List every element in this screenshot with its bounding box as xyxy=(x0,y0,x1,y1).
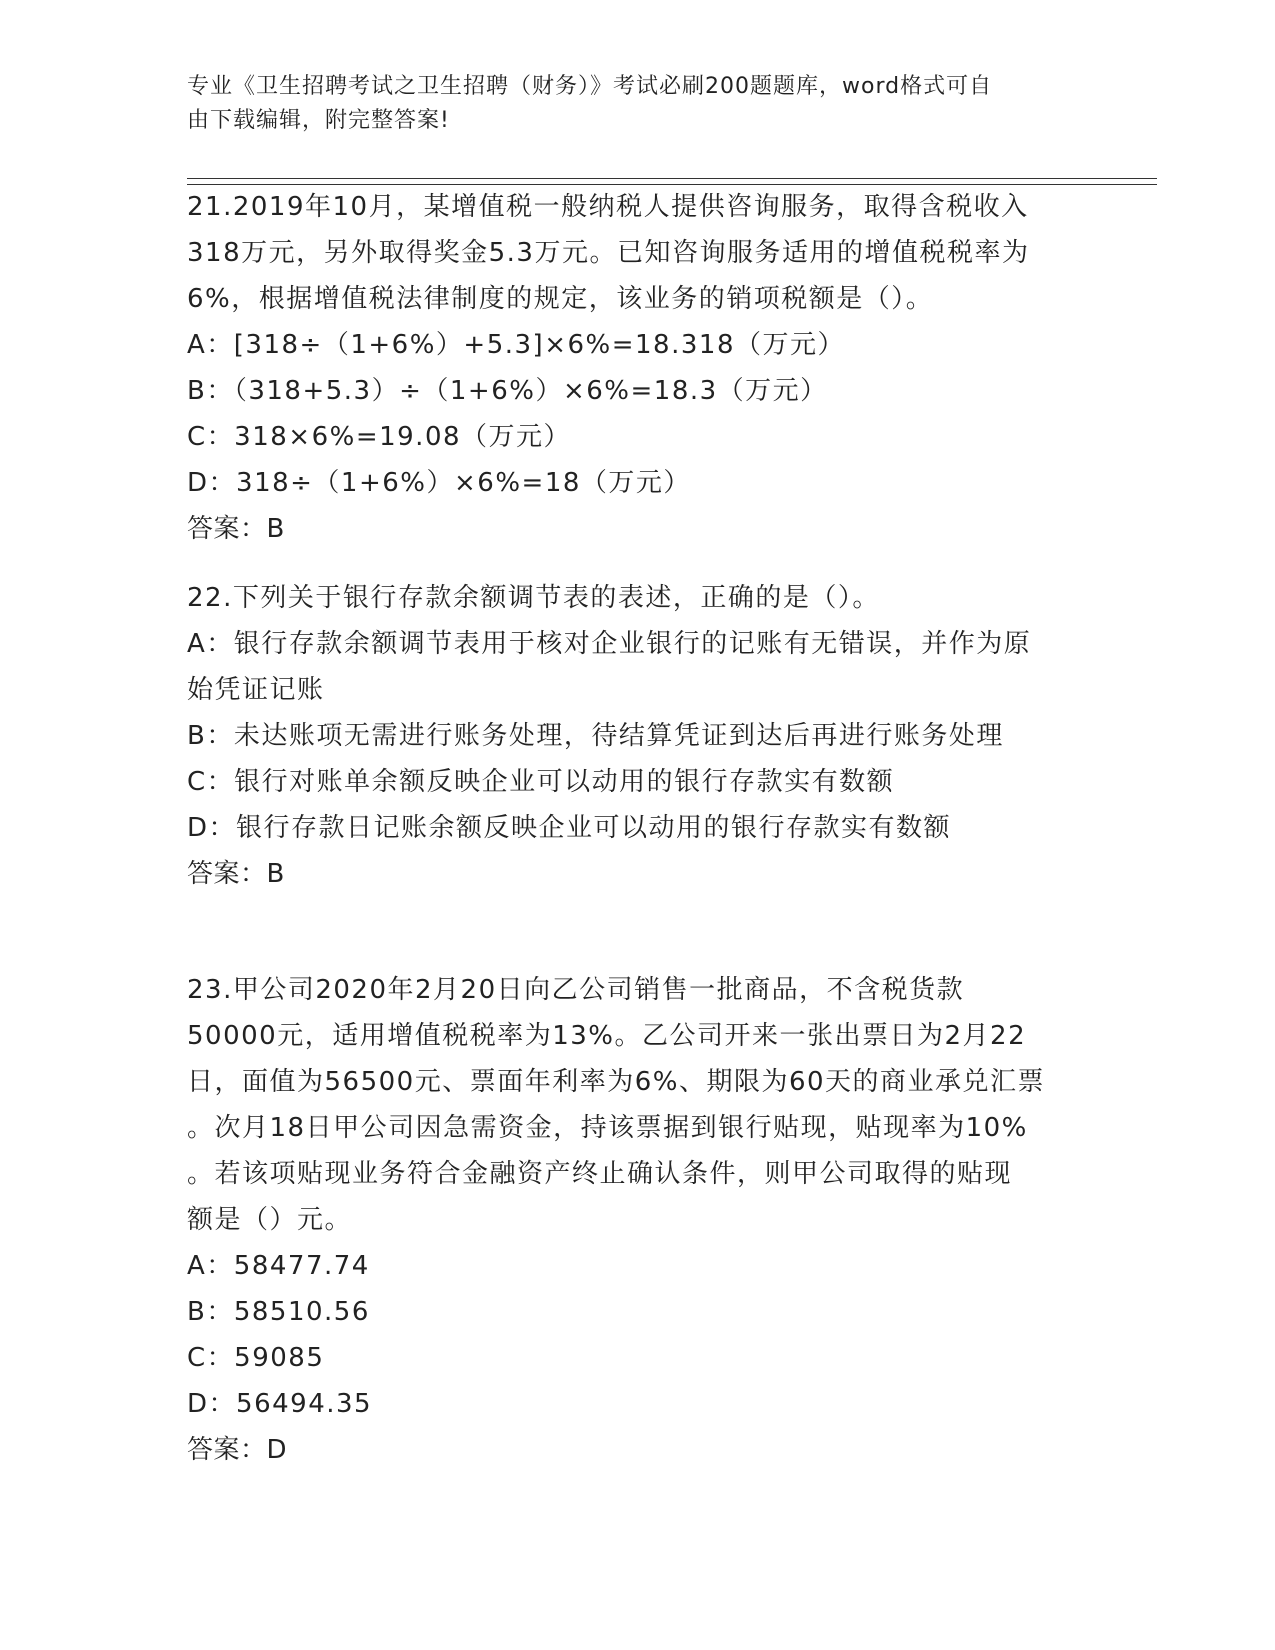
option-a: A：58477.74 xyxy=(187,1251,370,1281)
question-stem-line: 日，面值为56500元、票面年利率为6%、期限为60天的商业承兑汇票 xyxy=(187,1067,1046,1097)
option-c: C：59085 xyxy=(187,1343,325,1373)
question-stem-line: 21.2019年10月，某增值税一般纳税人提供咨询服务，取得含税收入 xyxy=(187,192,1029,222)
option-a: A：银行存款余额调节表用于核对企业银行的记账有无错误，并作为原 xyxy=(187,629,1032,659)
option-b: B：（318+5.3）÷（1+6%）×6%=18.3（万元） xyxy=(187,376,828,406)
option-a-continued: 始凭证记账 xyxy=(187,675,325,705)
answer: 答案：D xyxy=(187,1435,288,1465)
question-stem-line: 23.甲公司2020年2月20日向乙公司销售一批商品，不含税货款 xyxy=(187,975,965,1005)
document-header xyxy=(187,70,1087,138)
question-stem-line: 。若该项贴现业务符合金融资产终止确认条件，则甲公司取得的贴现 xyxy=(187,1159,1013,1189)
question-21 xyxy=(187,184,1107,552)
option-b: B：58510.56 xyxy=(187,1297,370,1327)
option-b: B：未达账项无需进行账务处理，待结算凭证到达后再进行账务处理 xyxy=(187,721,1004,751)
answer: 答案：B xyxy=(187,514,285,544)
question-23 xyxy=(187,967,1107,1473)
question-stem-line: 318万元，另外取得奖金5.3万元。已知咨询服务适用的增值税税率为 xyxy=(187,238,1030,268)
option-c: C：318×6%=19.08（万元） xyxy=(187,422,572,452)
question-stem-line: 。次月18日甲公司因急需资金，持该票据到银行贴现，贴现率为10% xyxy=(187,1113,1028,1143)
question-stem-line: 50000元，适用增值税税率为13%。乙公司开来一张出票日为2月22 xyxy=(187,1021,1027,1051)
question-stem-line: 额是（）元。 xyxy=(187,1205,353,1235)
option-a: A：[318÷（1+6%）+5.3]×6%=18.318（万元） xyxy=(187,330,845,360)
option-d: D：56494.35 xyxy=(187,1389,373,1419)
answer: 答案：B xyxy=(187,859,285,889)
header-line-2: 由下载编辑，附完整答案! xyxy=(187,108,450,133)
option-c: C：银行对账单余额反映企业可以动用的银行存款实有数额 xyxy=(187,767,895,797)
question-22 xyxy=(187,575,1107,897)
question-stem-line: 6%，根据增值税法律制度的规定，该业务的销项税额是（）。 xyxy=(187,284,934,314)
header-line-1: 专业《卫生招聘考试之卫生招聘（财务）》考试必刷200题题库，word格式可自 xyxy=(187,74,993,99)
option-d: D：318÷（1+6%）×6%=18（万元） xyxy=(187,468,691,498)
question-stem-line: 22.下列关于银行存款余额调节表的表述，正确的是（）。 xyxy=(187,583,880,613)
option-d: D：银行存款日记账余额反映企业可以动用的银行存款实有数额 xyxy=(187,813,952,843)
